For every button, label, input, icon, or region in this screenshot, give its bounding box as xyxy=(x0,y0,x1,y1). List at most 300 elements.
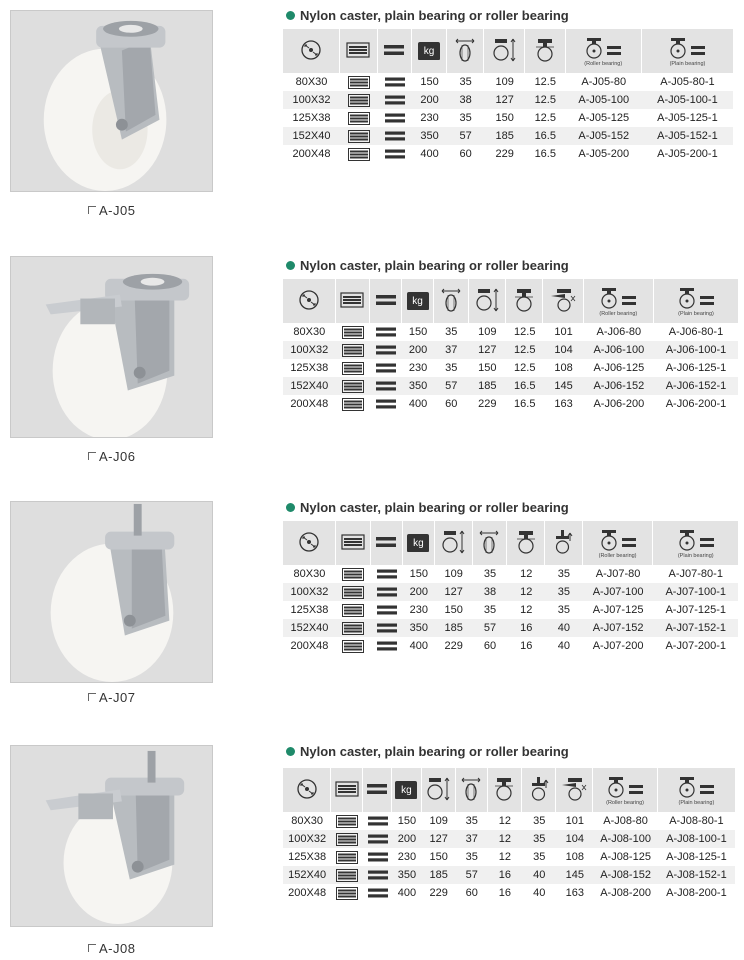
wheel-size-cell: 100X32 xyxy=(283,830,331,848)
header-wheel-size xyxy=(283,279,336,323)
table-row xyxy=(283,341,738,359)
spec-value-cell: 35 xyxy=(459,112,472,124)
row-icon-cell xyxy=(371,619,403,637)
part-number-cell: A-J06-152-1 xyxy=(654,377,738,395)
row-icon-cell xyxy=(378,127,413,145)
table-row xyxy=(283,377,738,395)
header-tread-width xyxy=(336,521,371,565)
brake-icon xyxy=(549,287,577,316)
row-icon-cell xyxy=(336,395,371,413)
part-number-cell: A-J05-200 xyxy=(578,148,630,160)
plain-bearing-icon: (Plain bearing) xyxy=(667,36,707,67)
part-number-cell: A-J08-200 xyxy=(600,887,651,899)
tread-width-icon xyxy=(342,568,364,581)
tread-width-icon xyxy=(336,815,358,828)
spec-value-cell: 150 xyxy=(478,362,497,374)
equals-icon xyxy=(375,326,397,338)
table-row xyxy=(283,91,733,109)
tread-width-icon xyxy=(336,887,358,900)
table-row xyxy=(283,619,738,637)
equals-icon xyxy=(375,362,397,374)
header-height xyxy=(469,279,506,323)
spec-table-a-j07 xyxy=(283,521,738,655)
table-row xyxy=(283,884,735,902)
equals-icon xyxy=(375,398,397,410)
bullet-icon xyxy=(286,11,295,20)
table-row xyxy=(283,565,738,583)
equals-icon xyxy=(376,568,398,580)
table-row xyxy=(283,812,735,830)
row-icon-cell xyxy=(336,619,371,637)
spec-value-cell: 200 xyxy=(412,91,447,109)
spec-value-cell: 12.5 xyxy=(534,112,556,124)
part-number-cell: A-J08-100-1 xyxy=(658,830,735,848)
header-height xyxy=(422,768,456,812)
part-number-cell: A-J08-80-1 xyxy=(669,815,724,827)
header-roller-bearing xyxy=(584,279,654,323)
header-roller-bearing xyxy=(593,768,658,812)
spec-table-a-j08 xyxy=(283,768,735,902)
row-icon-cell xyxy=(371,583,403,601)
row-icon-cell xyxy=(340,127,378,145)
equals-icon xyxy=(367,815,389,827)
spec-value-cell: 109 xyxy=(429,815,448,827)
spec-value-cell: 40 xyxy=(522,866,556,884)
caster-photo-a-j05 xyxy=(10,10,213,192)
caster-photo-a-j06 xyxy=(10,256,213,438)
tread-width-icon xyxy=(342,640,364,653)
spec-value-cell: 229 xyxy=(495,148,514,160)
load-weight-icon xyxy=(395,781,417,799)
spec-value-cell: 350 xyxy=(392,866,421,884)
spec-value-cell: 230 xyxy=(397,851,417,863)
header-plain-bearing xyxy=(658,768,735,812)
equals-icon xyxy=(384,148,406,160)
spec-value-cell: 35 xyxy=(465,851,478,863)
row-icon-cell xyxy=(336,323,371,341)
spec-value-cell: 12 xyxy=(520,568,533,580)
wheel-size-cell: 100X32 xyxy=(283,583,336,601)
spec-value-cell: 109 xyxy=(495,76,514,88)
spec-value-cell: 16 xyxy=(520,640,533,652)
part-number-cell: A-J05-152-1 xyxy=(642,127,733,145)
table-row xyxy=(283,583,738,601)
spec-value-cell: 185 xyxy=(484,127,525,145)
model-label: A-J07 xyxy=(88,690,135,705)
header-wheel-width xyxy=(456,768,488,812)
spec-value-cell: 163 xyxy=(565,887,585,899)
header-brake xyxy=(543,279,583,323)
part-number-cell: A-J07-100 xyxy=(583,583,654,601)
equals-icon xyxy=(376,604,398,616)
row-icon-cell xyxy=(370,359,402,377)
row-icon-cell xyxy=(331,830,363,848)
spec-value-cell: 57 xyxy=(456,866,488,884)
spec-value-cell: 230 xyxy=(408,362,428,374)
row-icon-cell xyxy=(363,866,392,884)
load-weight-icon xyxy=(407,534,429,552)
spec-value-cell: 40 xyxy=(557,640,570,652)
spec-value-cell: 16.5 xyxy=(506,377,543,395)
header-wheel-width xyxy=(447,29,485,73)
header-equals xyxy=(378,29,413,73)
wheel-size-cell: 80X30 xyxy=(291,815,324,827)
wheel-size-cell: 125X38 xyxy=(292,112,331,124)
spec-table-a-j06 xyxy=(283,279,738,413)
spec-value-cell: 127 xyxy=(484,91,525,109)
tread-width-icon xyxy=(348,112,370,125)
spec-value-cell: 35 xyxy=(557,604,570,616)
height-icon xyxy=(440,529,466,558)
wheel-size-cell: 80X30 xyxy=(295,76,328,88)
row-icon-cell xyxy=(331,866,363,884)
spec-value-cell: 12 xyxy=(507,583,545,601)
section-title: Nylon caster, plain bearing or roller bearing xyxy=(286,258,569,273)
spec-value-cell: 150 xyxy=(420,76,439,88)
spec-value-cell: 12.5 xyxy=(525,91,566,109)
caster-a-j08-image xyxy=(11,746,212,926)
spec-value-cell: 16 xyxy=(498,887,511,899)
plain-bearing-icon: (Plain bearing) xyxy=(676,286,716,317)
height-icon xyxy=(425,776,451,805)
spec-value-cell: 101 xyxy=(565,815,585,827)
tread-width-icon xyxy=(342,380,364,393)
spec-value-cell: 35 xyxy=(445,362,458,374)
equals-icon xyxy=(375,380,397,392)
spec-value-cell: 145 xyxy=(556,866,593,884)
spec-value-cell: 150 xyxy=(397,815,417,827)
header-plain-bearing xyxy=(654,279,738,323)
brake-icon xyxy=(560,776,588,805)
roller-bearing-icon: (Roller bearing) xyxy=(605,775,645,806)
wheel-width-icon xyxy=(477,529,501,558)
row-icon-cell xyxy=(336,601,371,619)
wheel-width-icon xyxy=(453,37,477,66)
equals-icon xyxy=(367,833,389,845)
header-equals xyxy=(371,521,403,565)
tread-width-icon xyxy=(340,292,364,311)
part-number-cell: A-J05-100-1 xyxy=(642,91,733,109)
spec-value-cell: 230 xyxy=(409,604,429,616)
part-number-cell: A-J05-200-1 xyxy=(657,148,718,160)
kg-weight-label: kg xyxy=(407,292,429,310)
spec-value-cell: 400 xyxy=(420,148,439,160)
row-icon-cell xyxy=(371,565,403,583)
swivel-offset-icon xyxy=(532,37,558,66)
equals-icon xyxy=(384,94,406,106)
part-number-cell: A-J08-125 xyxy=(600,851,651,863)
spec-value-cell: 108 xyxy=(554,362,573,374)
header-tread-width xyxy=(340,29,378,73)
equals-icon xyxy=(375,535,397,552)
kg-weight-label: kg xyxy=(407,534,429,552)
header-load-weight xyxy=(403,521,435,565)
model-label: A-J06 xyxy=(88,449,135,464)
row-icon-cell xyxy=(378,145,413,163)
part-number-cell: A-J07-200-1 xyxy=(665,640,726,652)
wheel-size-cell: 152X40 xyxy=(283,619,336,637)
spec-value-cell: 35 xyxy=(533,815,546,827)
part-number-cell: A-J05-100 xyxy=(566,91,642,109)
wheel-size-cell: 200X48 xyxy=(288,887,327,899)
spec-value-cell: 35 xyxy=(522,830,556,848)
bullet-icon xyxy=(286,261,295,270)
spec-value-cell: 35 xyxy=(483,568,497,580)
kg-weight-label: kg xyxy=(395,781,417,799)
spec-value-cell: 16.5 xyxy=(534,148,556,160)
spec-value-cell: 35 xyxy=(465,815,478,827)
caster-a-j06-image xyxy=(11,257,212,437)
table-row xyxy=(283,359,738,377)
row-icon-cell xyxy=(336,565,371,583)
row-icon-cell xyxy=(363,812,392,830)
tread-width-icon xyxy=(348,94,370,107)
tread-width-icon xyxy=(342,586,364,599)
part-number-cell: A-J06-152 xyxy=(584,377,654,395)
height-icon xyxy=(474,287,500,316)
row-icon-cell xyxy=(340,109,378,127)
row-icon-cell xyxy=(331,812,363,830)
spec-table-a-j05 xyxy=(283,29,733,163)
swivel-offset-icon xyxy=(511,287,537,316)
part-number-cell: A-J06-125-1 xyxy=(665,362,727,374)
tread-width-icon xyxy=(336,833,358,846)
spec-value-cell: 12.5 xyxy=(534,76,556,88)
spec-value-cell: 16 xyxy=(507,619,545,637)
spec-value-cell: 229 xyxy=(478,398,497,410)
spec-value-cell: 350 xyxy=(403,619,435,637)
header-stem xyxy=(545,521,583,565)
header-load-weight xyxy=(402,279,434,323)
spec-value-cell: 200 xyxy=(402,341,434,359)
table-row xyxy=(283,73,733,91)
header-equals xyxy=(363,768,392,812)
header-swivel-offset xyxy=(525,29,566,73)
row-icon-cell xyxy=(336,583,371,601)
row-icon-cell xyxy=(378,109,413,127)
spec-value-cell: 185 xyxy=(435,619,473,637)
wheel-width-icon xyxy=(459,776,483,805)
swivel-offset-icon xyxy=(513,529,539,558)
spec-value-cell: 57 xyxy=(434,377,469,395)
row-icon-cell xyxy=(363,830,392,848)
wheel-size-icon xyxy=(295,777,319,804)
header-equals xyxy=(370,279,402,323)
spec-value-cell: 60 xyxy=(465,887,478,899)
row-icon-cell xyxy=(331,884,363,902)
row-icon-cell xyxy=(363,884,392,902)
header-height xyxy=(435,521,473,565)
section-title: Nylon caster, plain bearing or roller bearing xyxy=(286,8,569,23)
part-number-cell: A-J08-152-1 xyxy=(658,866,735,884)
header-wheel-size xyxy=(283,29,340,73)
part-number-cell: A-J08-200-1 xyxy=(666,887,727,899)
section-title: Nylon caster, plain bearing or roller bearing xyxy=(286,500,569,515)
part-number-cell: A-J06-100 xyxy=(584,341,654,359)
section-title: Nylon caster, plain bearing or roller bearing xyxy=(286,744,569,759)
tread-width-icon xyxy=(348,76,370,89)
header-load-weight xyxy=(392,768,421,812)
row-icon-cell xyxy=(336,341,371,359)
row-icon-cell xyxy=(371,637,403,655)
spec-value-cell: 57 xyxy=(447,127,485,145)
part-number-cell: A-J07-125 xyxy=(592,604,644,616)
wheel-size-icon xyxy=(299,38,323,65)
spec-value-cell: 150 xyxy=(409,568,429,580)
part-number-cell: A-J06-200-1 xyxy=(665,398,727,410)
part-number-cell: A-J07-125-1 xyxy=(665,604,726,616)
row-icon-cell xyxy=(336,359,371,377)
spec-value-cell: 400 xyxy=(408,398,428,410)
spec-value-cell: 16.5 xyxy=(514,398,536,410)
header-swivel-offset xyxy=(488,768,522,812)
wheel-size-cell: 125X38 xyxy=(290,604,329,616)
spec-value-cell: 108 xyxy=(565,851,585,863)
spec-value-cell: 104 xyxy=(543,341,583,359)
part-number-cell: A-J08-125-1 xyxy=(666,851,727,863)
model-label: A-J05 xyxy=(88,203,135,218)
row-icon-cell xyxy=(336,637,371,655)
table-row xyxy=(283,323,738,341)
header-plain-bearing xyxy=(653,521,738,565)
row-icon-cell xyxy=(370,377,402,395)
part-number-cell: A-J08-100 xyxy=(593,830,658,848)
bullet-icon xyxy=(286,747,295,756)
spec-value-cell: 185 xyxy=(469,377,506,395)
wheel-size-cell: 80X30 xyxy=(293,326,326,338)
row-icon-cell xyxy=(340,91,378,109)
spec-value-cell: 12 xyxy=(520,604,533,616)
row-icon-cell xyxy=(340,73,378,91)
load-weight-icon xyxy=(418,42,440,60)
wheel-size-cell: 200X48 xyxy=(290,640,329,652)
roller-bearing-icon: (Roller bearing) xyxy=(583,36,623,67)
wheel-size-cell: 125X38 xyxy=(288,851,327,863)
header-brake xyxy=(556,768,593,812)
wheel-size-cell: 152X40 xyxy=(283,377,336,395)
spec-value-cell: 109 xyxy=(478,326,497,338)
equals-icon xyxy=(384,76,406,88)
spec-value-cell: 35 xyxy=(459,76,472,88)
caster-a-j05-image xyxy=(11,11,212,191)
spec-value-cell: 40 xyxy=(533,887,546,899)
header-wheel-width xyxy=(434,279,469,323)
header-roller-bearing xyxy=(583,521,654,565)
part-number-cell: A-J07-100-1 xyxy=(653,583,738,601)
table-row xyxy=(283,109,733,127)
spec-value-cell: 350 xyxy=(402,377,434,395)
row-icon-cell xyxy=(331,848,363,866)
tread-width-icon xyxy=(342,326,364,339)
tread-width-icon xyxy=(342,622,364,635)
spec-value-cell: 60 xyxy=(483,640,497,652)
row-icon-cell xyxy=(378,73,413,91)
header-stem xyxy=(522,768,556,812)
spec-value-cell: 127 xyxy=(422,830,456,848)
spec-value-cell: 150 xyxy=(429,851,448,863)
spec-value-cell: 229 xyxy=(444,640,463,652)
spec-value-cell: 35 xyxy=(483,604,497,616)
spec-value-cell: 350 xyxy=(412,127,447,145)
plain-bearing-icon: (Plain bearing) xyxy=(676,528,716,559)
spec-value-cell: 12 xyxy=(498,815,511,827)
part-number-cell: A-J05-80 xyxy=(581,76,627,88)
tread-width-icon xyxy=(342,344,364,357)
tread-width-icon xyxy=(342,398,364,411)
equals-icon xyxy=(367,851,389,863)
spec-value-cell: 38 xyxy=(473,583,508,601)
header-load-weight xyxy=(412,29,447,73)
model-label: A-J08 xyxy=(88,941,135,956)
wheel-size-cell: 125X38 xyxy=(290,362,329,374)
spec-value-cell: 145 xyxy=(543,377,583,395)
part-number-cell: A-J06-200 xyxy=(593,398,645,410)
spec-value-cell: 60 xyxy=(459,148,472,160)
part-number-cell: A-J07-152-1 xyxy=(653,619,738,637)
spec-value-cell: 127 xyxy=(469,341,506,359)
table-row xyxy=(283,830,735,848)
equals-icon xyxy=(383,43,405,60)
tread-width-icon xyxy=(342,362,364,375)
spec-value-cell: 127 xyxy=(435,583,473,601)
bullet-icon xyxy=(286,503,295,512)
row-icon-cell xyxy=(371,601,403,619)
spec-value-cell: 400 xyxy=(409,640,429,652)
row-icon-cell xyxy=(370,323,402,341)
table-row xyxy=(283,848,735,866)
spec-value-cell: 38 xyxy=(447,91,485,109)
part-number-cell: A-J05-125 xyxy=(578,112,630,124)
stem-icon xyxy=(526,776,552,805)
header-height xyxy=(484,29,525,73)
load-weight-icon xyxy=(407,292,429,310)
row-icon-cell xyxy=(370,395,402,413)
equals-icon xyxy=(376,586,398,598)
spec-value-cell: 150 xyxy=(408,326,428,338)
equals-icon xyxy=(376,622,398,634)
spec-value-cell: 12.5 xyxy=(514,362,536,374)
caster-a-j07-image xyxy=(11,502,212,682)
wheel-size-cell: 100X32 xyxy=(283,341,336,359)
table-row xyxy=(283,637,738,655)
spec-value-cell: 35 xyxy=(533,851,546,863)
part-number-cell: A-J06-80-1 xyxy=(668,326,724,338)
spec-value-cell: 200 xyxy=(403,583,435,601)
wheel-size-cell: 200X48 xyxy=(290,398,329,410)
spec-value-cell: 12 xyxy=(488,830,522,848)
header-swivel-offset xyxy=(506,279,543,323)
part-number-cell: A-J06-80 xyxy=(596,326,642,338)
part-number-cell: A-J06-125 xyxy=(593,362,645,374)
header-swivel-offset xyxy=(507,521,545,565)
tread-width-icon xyxy=(335,781,359,800)
part-number-cell: A-J07-152 xyxy=(583,619,654,637)
spec-value-cell: 35 xyxy=(557,568,570,580)
spec-value-cell: 35 xyxy=(445,326,458,338)
spec-value-cell: 163 xyxy=(554,398,573,410)
table-row xyxy=(283,395,738,413)
spec-value-cell: 16 xyxy=(488,866,522,884)
spec-value-cell: 200 xyxy=(392,830,421,848)
kg-weight-label: kg xyxy=(418,42,440,60)
spec-value-cell: 16.5 xyxy=(525,127,566,145)
wheel-size-cell: 100X32 xyxy=(283,91,340,109)
part-number-cell: A-J05-152 xyxy=(566,127,642,145)
spec-value-cell: 400 xyxy=(397,887,417,899)
swivel-offset-icon xyxy=(491,776,517,805)
header-wheel-size xyxy=(283,768,331,812)
header-plain-bearing xyxy=(642,29,733,73)
